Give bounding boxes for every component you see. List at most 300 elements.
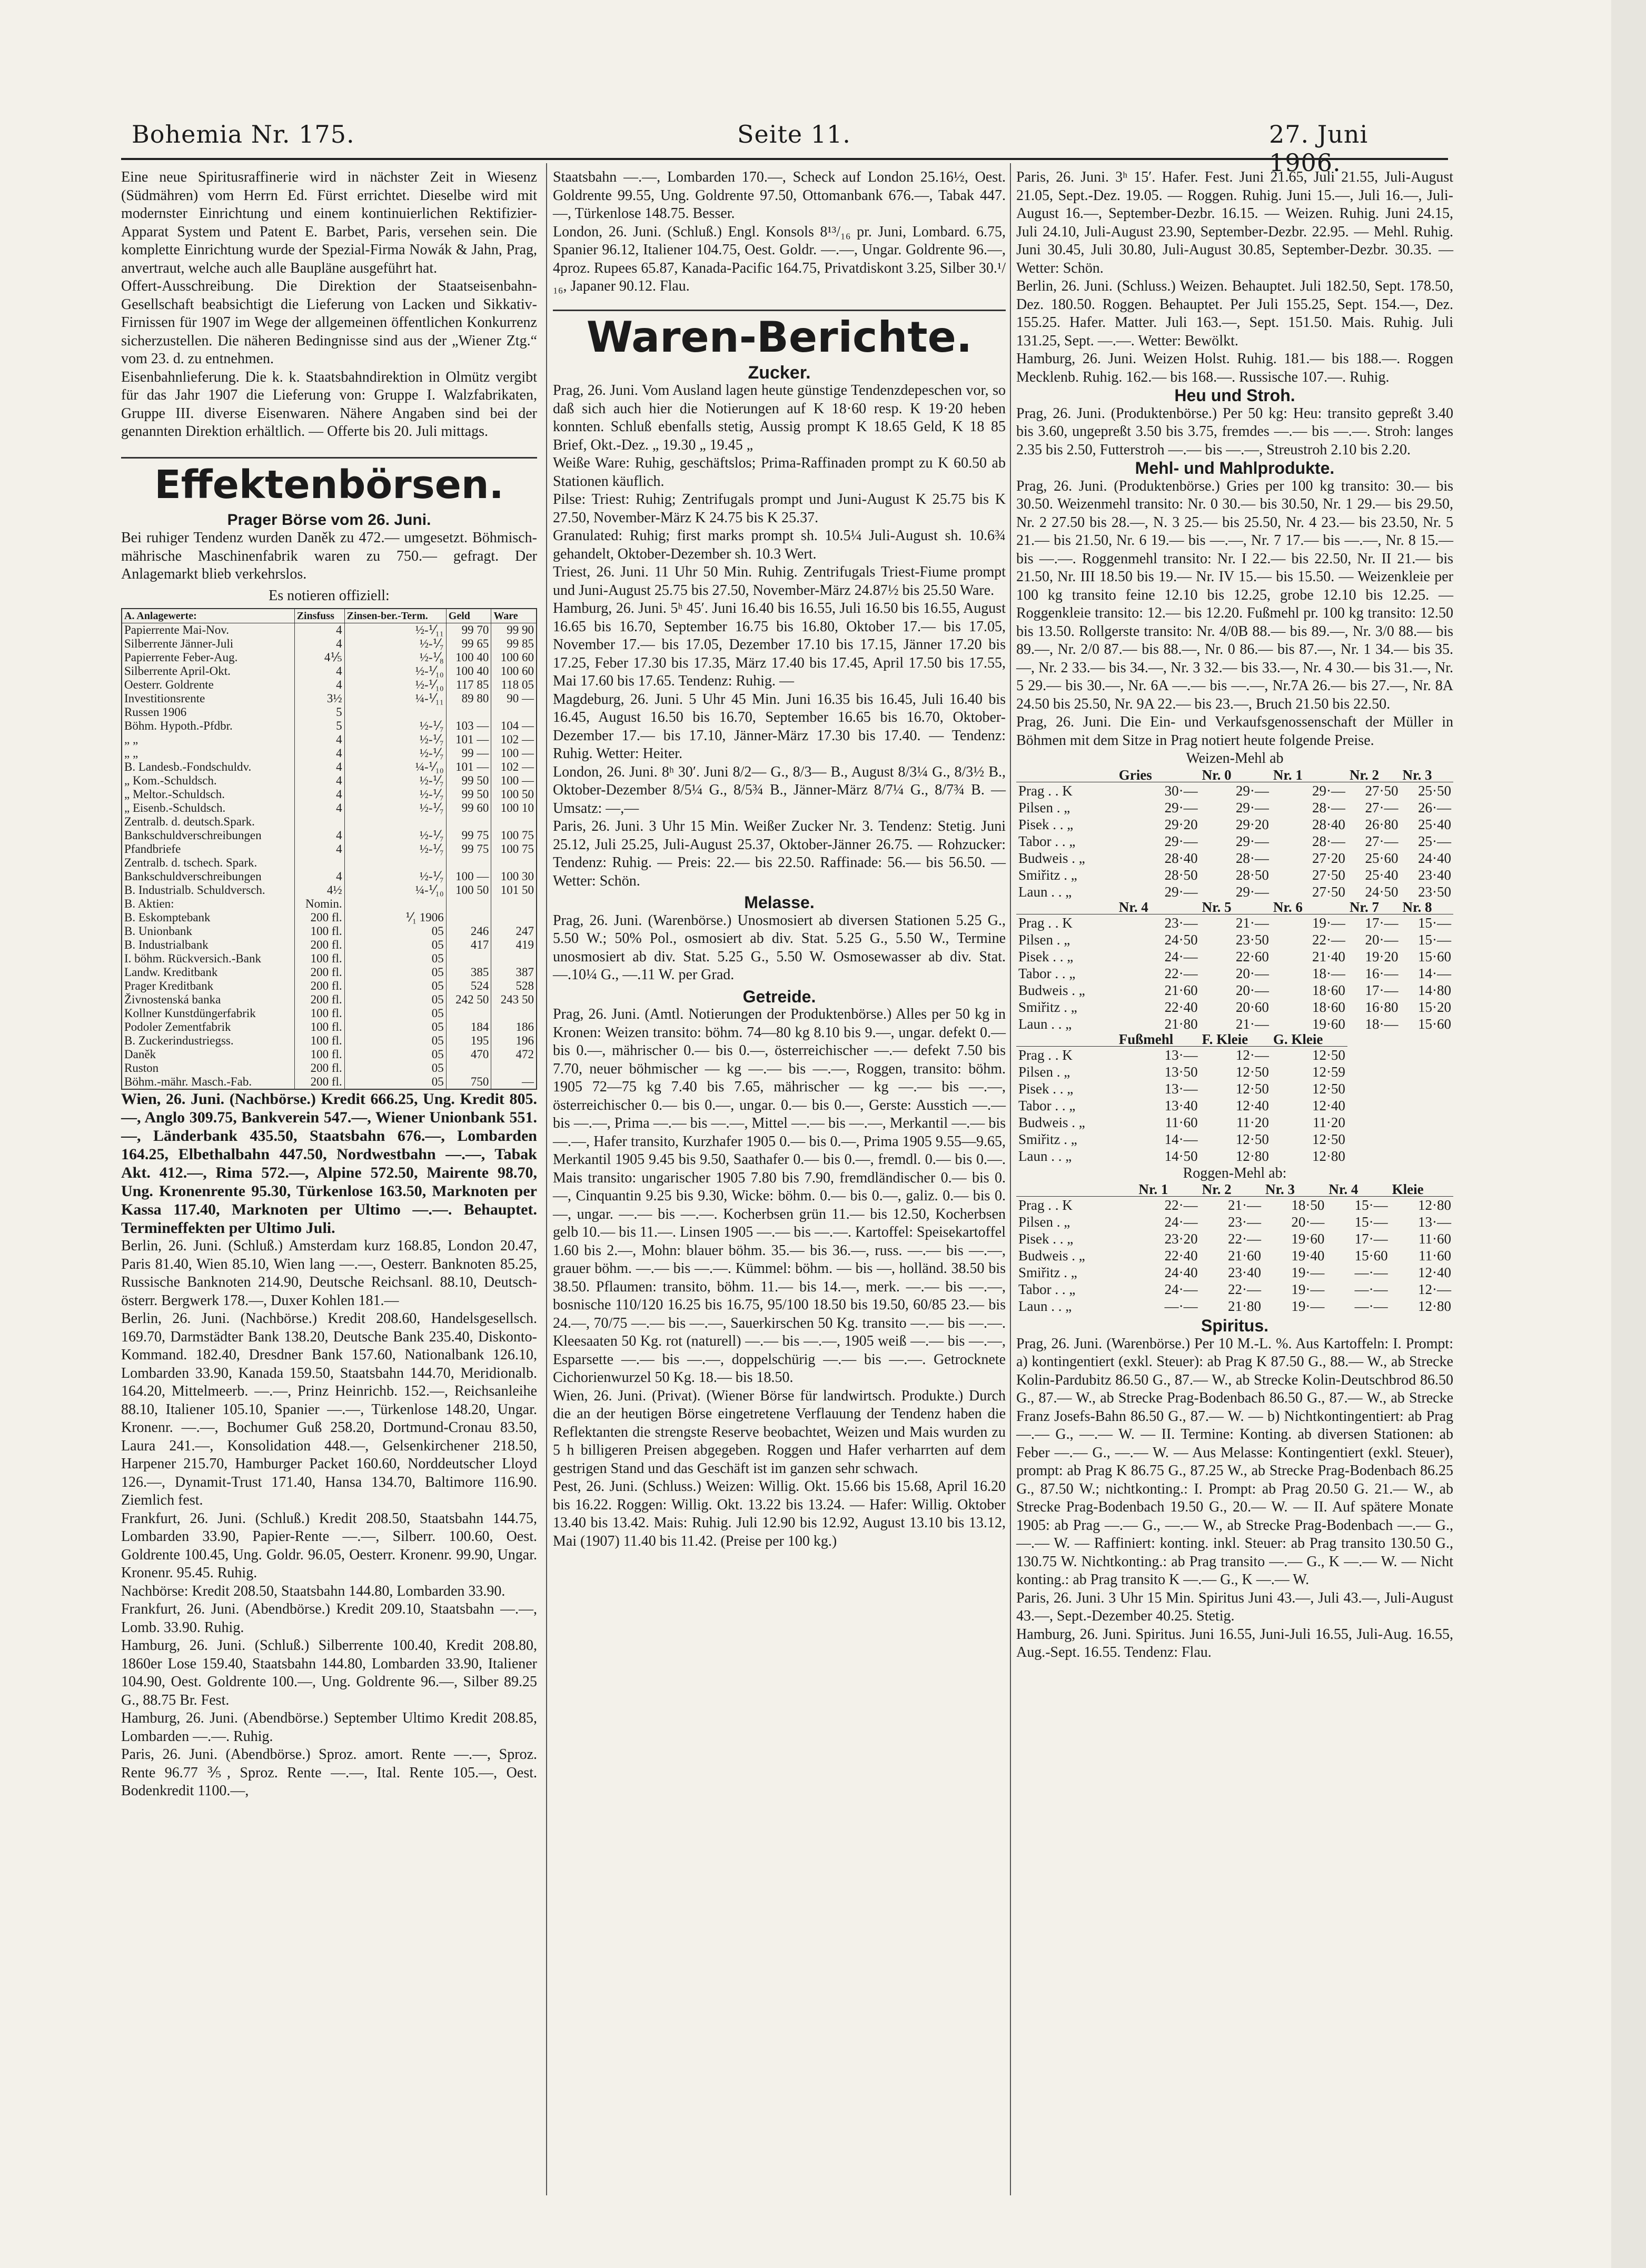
table-cell bbox=[446, 897, 491, 911]
table-cell: 100 50 bbox=[446, 883, 491, 897]
table-cell: B. Eskomptebank bbox=[124, 911, 211, 924]
table-cell: 28·40 bbox=[1164, 850, 1198, 866]
table-cell: 5 bbox=[294, 719, 344, 733]
table-cell bbox=[446, 1007, 491, 1020]
column-rule-2 bbox=[1010, 163, 1011, 2195]
table-cell bbox=[491, 815, 537, 829]
weizenmehl-row bbox=[1016, 982, 1453, 999]
table-cell: Pfandbriefe bbox=[124, 842, 181, 856]
table-cell: Pilsen . „ bbox=[1018, 1214, 1070, 1230]
table-cell bbox=[491, 856, 537, 870]
table-cell: 24·— bbox=[1164, 1214, 1198, 1230]
roggenmehl-row bbox=[1016, 1213, 1453, 1230]
spiritus-paris: Paris, 26. Juni. 3 Uhr 15 Min. Spiritus Juni 43.—, Juli 43.—, Juli-August 43.—, Sept.-Dezember 40.25. Stetig. bbox=[1016, 1589, 1453, 1624]
table-cell bbox=[491, 705, 537, 719]
table-cell: 12·80 bbox=[1418, 1298, 1451, 1314]
table-cell bbox=[446, 705, 491, 719]
zucker-triest: Triest, 26. Juni. 11 Uhr 50 Min. Ruhig. Zentrifugals Triest-Fiume prompt und Juni-August 25.75 bis 27.50, November-März 24.87½ bis 25.50 Ware. bbox=[553, 564, 1006, 599]
table-header-cell: F. Kleie bbox=[1200, 1032, 1271, 1047]
table-cell: 100 — bbox=[446, 870, 491, 883]
table-cell: 24·50 bbox=[1365, 883, 1399, 900]
anlagewerte-row bbox=[122, 760, 537, 774]
anlagewerte-row bbox=[122, 637, 537, 651]
table-cell: 21·60 bbox=[1228, 1248, 1261, 1264]
table-cell: 15·20 bbox=[1418, 999, 1451, 1015]
table-cell: 25·40 bbox=[1365, 867, 1399, 883]
table-cell bbox=[491, 952, 537, 966]
anlagewerte-row bbox=[122, 678, 537, 692]
table-cell: 29·— bbox=[1164, 883, 1198, 900]
table-cell: 19·— bbox=[1291, 1281, 1325, 1297]
fussmehl-row bbox=[1016, 1097, 1453, 1114]
table-header-cell bbox=[1016, 768, 1117, 782]
table-cell bbox=[344, 705, 446, 719]
table-cell: 22·— bbox=[1164, 1197, 1198, 1213]
anlagewerte-row bbox=[122, 952, 537, 966]
table-cell: 05 bbox=[344, 1034, 446, 1048]
table-cell: 18·60 bbox=[1312, 999, 1345, 1015]
weizenmehl-row bbox=[1016, 999, 1453, 1016]
fussmehl-row bbox=[1016, 1063, 1453, 1080]
table-cell: 23·40 bbox=[1228, 1265, 1261, 1280]
table-header-cell bbox=[1016, 1032, 1117, 1047]
table-header-cell: Nr. 4 bbox=[1326, 1182, 1390, 1197]
table-cell: 100 fl. bbox=[294, 1034, 344, 1048]
table-header-cell: Nr. 2 bbox=[1200, 1182, 1263, 1197]
getreide-heading: Getreide. bbox=[742, 987, 816, 1006]
heu-heading: Heu und Stroh. bbox=[1174, 386, 1295, 405]
table-cell: 24·40 bbox=[1418, 850, 1451, 866]
table-cell: 27·50 bbox=[1312, 883, 1345, 900]
table-cell: 17·— bbox=[1365, 982, 1399, 998]
table-cell: 29·— bbox=[1235, 782, 1269, 799]
table-cell: 13·40 bbox=[1164, 1097, 1198, 1113]
anlagewerte-row bbox=[122, 829, 537, 842]
table-cell: 419 bbox=[491, 938, 537, 952]
table-cell: Smiřitz . „ bbox=[1018, 867, 1077, 883]
table-cell: 4 bbox=[294, 801, 344, 815]
table-cell: „ Kom.-Schuldsch. bbox=[124, 774, 217, 787]
table-cell: 103 — bbox=[446, 719, 491, 733]
table-cell: B. Industrialbank bbox=[124, 938, 209, 951]
table-cell: 90 — bbox=[491, 692, 537, 705]
table-cell: ¼-⅟₁₁ bbox=[344, 692, 446, 705]
fussmehl-row bbox=[1016, 1080, 1453, 1097]
table-cell bbox=[491, 897, 537, 911]
weizenmehl-row bbox=[1016, 867, 1453, 883]
table-cell: Silberrente Jänner-Juli bbox=[124, 637, 234, 650]
table-cell: Pisek . . „ bbox=[1018, 1231, 1074, 1247]
table-cell: 196 bbox=[491, 1034, 537, 1048]
melasse-heading: Melasse. bbox=[744, 893, 815, 912]
table-cell: 11·20 bbox=[1312, 1114, 1345, 1130]
table-cell: 4 bbox=[294, 664, 344, 678]
table-cell: 12·50 bbox=[1235, 1080, 1269, 1097]
table-header-cell: Kleie bbox=[1390, 1182, 1453, 1197]
table-cell: ½-⅟₁₀ bbox=[344, 678, 446, 692]
table-cell: 25·40 bbox=[1418, 816, 1451, 832]
table-cell: ½-⅟₇ bbox=[344, 829, 446, 842]
table-cell: 19·20 bbox=[1365, 948, 1399, 964]
table-cell: 18·— bbox=[1365, 1016, 1399, 1032]
table-header-cell: Geld bbox=[446, 609, 491, 623]
table-cell: 102 — bbox=[491, 760, 537, 774]
table-cell: 195 bbox=[446, 1034, 491, 1048]
anlagewerte-row bbox=[122, 979, 537, 993]
header-left: Bohemia Nr. 175. bbox=[132, 120, 355, 148]
roggenmehl-table bbox=[1016, 1182, 1453, 1315]
table-cell: 12·80 bbox=[1418, 1197, 1451, 1213]
table-cell: 22·40 bbox=[1164, 1248, 1198, 1264]
table-cell: 15·60 bbox=[1418, 1016, 1451, 1032]
table-cell: 27·50 bbox=[1312, 867, 1345, 883]
table-cell: Bankschuldverschreibungen bbox=[124, 870, 262, 883]
table-header-cell: Nr. 4 bbox=[1117, 900, 1200, 914]
column-2 bbox=[553, 168, 1006, 1550]
table-cell: „ Meltor.-Schuldsch. bbox=[124, 788, 225, 801]
table-header-cell: Nr. 3 bbox=[1263, 1182, 1326, 1197]
scan-edge bbox=[1611, 0, 1646, 2268]
table-cell: Papierrente Mai-Nov. bbox=[124, 623, 230, 636]
table-cell: 99 85 bbox=[491, 637, 537, 651]
table-header-cell: G. Kleie bbox=[1271, 1032, 1347, 1047]
table-cell: ¼-⅟₁₀ bbox=[344, 760, 446, 774]
anlagewerte-row bbox=[122, 938, 537, 952]
london-schluss: London, 26. Juni. (Schluß.) Engl. Konsols 8¹³/₁₆ pr. Juni, Lombard. 6.75, Spanier 96.12, Italiener 104.75, Oest. Goldr. —.—, Ungar. Goldrente 96.—, 4proz. Rupees 65.87, Kanada-Pacific 164.75, Privatdiskont 3.25, Silber 30.¹/₁₆, Japaner 90.12. Flau. bbox=[553, 223, 1006, 294]
table-cell: B. Industrialb. Schuldversch. bbox=[124, 883, 265, 897]
table-cell: 524 bbox=[446, 979, 491, 993]
wien-nachboerse: Wien, 26. Juni. (Nachbörse.) Kredit 666.25, Ung. Kredit 805.—, Anglo 309.75, Bankverein 547.—, Wiener Unionbank 551.—, Länderbank 435.50, Staatsbahn 676.—, Lombarden 164.25, Elbethalbahn 447.50, Nordwestbahn —.—, Tabak Akt. 412.—, Rima 572.—, Alpine 572.50, Mairente 98.70, Ung. Kronenrente 95.30, Türkenlose 163.50, Marknoten per Kassa 117.40, Marknoten per Ultimo —.—. Behauptet. Termineffekten per Ultimo Juli. bbox=[121, 1090, 537, 1237]
weizenmehl-row bbox=[1016, 782, 1453, 799]
table-cell: 11·20 bbox=[1236, 1114, 1269, 1130]
weizenmehl-label: Weizen-Mehl ab bbox=[1186, 750, 1284, 767]
table-cell: 14·50 bbox=[1164, 1148, 1198, 1164]
table-cell: 100 40 bbox=[446, 664, 491, 678]
spiritus-prag: Prag, 26. Juni. (Warenbörse.) Per 10 M.-L. %. Aus Kartoffeln: I. Prompt: a) kontingentiert (exkl. Steuer): ab Prag K 87.50 G., 88.— W., ab Strecke Kolin-Pardubitz 86.50 G., 87.— W., ab Strecke Kolin-Deutschbrod 86.50 G., 87.— W., ab Strecke Prag-Bodenbach 86.50 G., 87.— W., ab Strecke Franz Josefs-Bahn 86.50 G., 87.— W. — b) Nichtkontingentiert: ab Prag —.— G., —.— W. — II. Termine: Konting. ab diversen Stationen: ab Feber —.— G., —.— W. — Aus Melasse: Kontingentiert (exkl. Steuer), prompt: ab Prag K 86.75 G., 87.25 W., ab Strecke Prag-Bodenbach 86.25 G., 87.50 W.; nichtkonting.: I. Prompt: ab Prag 20.50 G. 21.— W., ab Strecke Prag-Bodenbach 19.50 G., 20.— W. — II. Auf spätere Monate 1905: ab Prag —.— G., —.— W., ab Strecke Prag-Bodenbach —.— G., —.— W. — Raffiniert: konting. inkl. Steuer: ab Prag transito 130.50 G., 130.75 W. Nichtkonting.: ab Prag transito —.— G., K —.— W. — Nicht konting.: ab Prag transito K —.— G., K —.— W. bbox=[1016, 1335, 1453, 1588]
anlagewerte-row bbox=[122, 911, 537, 924]
table-cell: Ruston bbox=[124, 1061, 159, 1075]
table-cell bbox=[446, 952, 491, 966]
table-header-cell: Ware bbox=[491, 609, 537, 623]
table-header-cell: Fußmehl bbox=[1117, 1032, 1200, 1047]
table-cell: ½-⅟₇ bbox=[344, 747, 446, 760]
table-cell: 15·— bbox=[1418, 931, 1451, 948]
table-cell: 13·— bbox=[1164, 1047, 1198, 1063]
anlagewerte-row bbox=[122, 719, 537, 733]
table-cell: 15·60 bbox=[1418, 948, 1451, 964]
table-cell: 750 bbox=[446, 1075, 491, 1089]
anlagewerte-row bbox=[122, 664, 537, 678]
table-cell: 200 fl. bbox=[294, 1075, 344, 1089]
table-cell: Tabor . . „ bbox=[1018, 833, 1076, 849]
anlagewerte-row bbox=[122, 815, 537, 829]
table-cell: Pisek . . „ bbox=[1018, 816, 1074, 832]
table-cell: ½-⅟₁₁ bbox=[344, 623, 446, 638]
anlagewerte-row bbox=[122, 623, 537, 638]
table-cell: 15·60 bbox=[1354, 1248, 1388, 1264]
table-cell: 100 fl. bbox=[294, 924, 344, 938]
table-cell: 14·— bbox=[1418, 965, 1451, 981]
table-cell: 17·— bbox=[1354, 1231, 1388, 1247]
table-header-cell: Zinsfuss bbox=[294, 609, 344, 623]
prager-boerse-text: Bei ruhiger Tendenz wurden Daněk zu 472.— umgesetzt. Böhmisch-mährische Maschinenfabrik waren zu 750.— gefragt. Der Anlagemarkt blieb verkehrslos. bbox=[121, 530, 537, 582]
table-cell: Laun . . „ bbox=[1018, 1016, 1072, 1032]
table-cell: Prag . . K bbox=[1018, 782, 1073, 799]
muehler-genossenschaft: Prag, 26. Juni. Die Ein- und Verkaufsgenossenschaft der Müller in Böhmen mit dem Sitze in Prag notiert heute folgende Preise. bbox=[1016, 714, 1453, 749]
table-cell: 4⅕ bbox=[294, 651, 344, 664]
table-cell: 243 50 bbox=[491, 993, 537, 1007]
table-cell: Prag . . K bbox=[1018, 1047, 1073, 1063]
table-cell: 16·80 bbox=[1365, 999, 1399, 1015]
table-cell: 118 05 bbox=[491, 678, 537, 692]
roggenmehl-row bbox=[1016, 1247, 1453, 1264]
table-cell bbox=[344, 856, 446, 870]
roggenmehl-label: Roggen-Mehl ab: bbox=[1183, 1165, 1287, 1181]
table-cell: 385 bbox=[446, 966, 491, 979]
table-cell: 4 bbox=[294, 829, 344, 842]
table-cell: 100 fl. bbox=[294, 1007, 344, 1020]
table-cell: 29·— bbox=[1164, 799, 1198, 815]
weizenmehl-row bbox=[1016, 883, 1453, 900]
table-cell: 24·50 bbox=[1164, 931, 1198, 948]
table-cell: 3½ bbox=[294, 692, 344, 705]
paris-abendboerse: Paris, 26. Juni. (Abendbörse.) Sproz. amort. Rente —.—, Sproz. Rente 96.77 ⅗, Sproz. Rente —.—, Ital. Rente 105.—, Oest. Bodenkredit 1100.—, bbox=[121, 1746, 537, 1799]
table-cell: — bbox=[491, 1075, 537, 1089]
table-cell: 15·— bbox=[1418, 914, 1451, 931]
table-cell: 4 bbox=[294, 760, 344, 774]
table-cell: 99 50 bbox=[446, 788, 491, 801]
table-cell: 99 — bbox=[446, 747, 491, 760]
table-cell: Pilsen . „ bbox=[1018, 931, 1070, 948]
table-cell: „ „ bbox=[124, 733, 138, 746]
table-cell: 4 bbox=[294, 842, 344, 856]
zucker-weisse-ware: Weiße Ware: Ruhig, geschäftslos; Prima-Raffinaden prompt zu K 60.50 ab Stationen käuflich. bbox=[553, 455, 1006, 490]
table-cell: Daněk bbox=[124, 1048, 156, 1061]
table-cell: 100 fl. bbox=[294, 1048, 344, 1061]
table-header-cell: Nr. 1 bbox=[1271, 768, 1347, 782]
table-cell: 23·50 bbox=[1418, 883, 1451, 900]
notieren-label: Es notieren offiziell: bbox=[269, 587, 390, 604]
table-cell: 26·— bbox=[1418, 799, 1451, 815]
table-cell: 99 50 bbox=[446, 774, 491, 788]
table-cell: Smiřitz . „ bbox=[1018, 1131, 1077, 1147]
table-cell: Zentralb. d. deutsch.Spark. bbox=[124, 815, 255, 828]
table-cell: 27·20 bbox=[1312, 850, 1345, 866]
table-header-cell: Zinsen-ber.-Term. bbox=[344, 609, 446, 623]
article-eisenbahnlieferung: Eisenbahnlieferung. Die k. k. Staatsbahndirektion in Olmütz vergibt für das Jahr 1907 die Lieferung von: Gruppe I. Walzfabrikaten, Gruppe III. diverse Eisenwaren. Nähere Angaben sind bei der genannten Direktion erhältlich. — Offerte bis 20. Juli mittags. bbox=[121, 369, 537, 440]
table-cell: Pilsen . „ bbox=[1018, 799, 1070, 815]
weizenmehl-row bbox=[1016, 833, 1453, 850]
anlagewerte-row bbox=[122, 856, 537, 870]
table-cell: 16·— bbox=[1365, 965, 1399, 981]
table-cell bbox=[294, 856, 344, 870]
table-cell: 13·50 bbox=[1164, 1063, 1198, 1080]
anlagewerte-row bbox=[122, 651, 537, 664]
table-cell: ¼-⅟₁₀ bbox=[344, 883, 446, 897]
anlagewerte-row bbox=[122, 692, 537, 705]
anlagewerte-row bbox=[122, 705, 537, 719]
table-cell bbox=[491, 1007, 537, 1020]
table-cell: 22·40 bbox=[1164, 999, 1198, 1015]
table-cell: 22·60 bbox=[1235, 948, 1269, 964]
table-cell: Laun . . „ bbox=[1018, 1148, 1072, 1164]
weizenmehl-row bbox=[1016, 914, 1453, 931]
table-cell: 29·— bbox=[1235, 799, 1269, 815]
table-cell: 20·— bbox=[1291, 1214, 1325, 1230]
roggenmehl-row bbox=[1016, 1197, 1453, 1214]
table-cell: 20·60 bbox=[1235, 999, 1269, 1015]
table-cell: Investitionsrente bbox=[124, 692, 205, 705]
table-cell: 100 — bbox=[491, 747, 537, 760]
berlin-nachboerse: Berlin, 26. Juni. (Nachbörse.) Kredit 208.60, Handelsgesellsch. 169.70, Darmstädter Bank 138.20, Deutsche Bank 235.40, Diskonto-Kommand. 182.40, Dresdner Bank 157.60, Nationalbank 126.10, Lombarden 33.90, Kanada 159.50, Staatsbahn 144.70, Meridionalb. 164.20, Mittelmeerb. —.—, Prinz Heinrichb. 152.—, Reichsanleihe 88.10, Italiener 105.10, Spanier —.—, Türkenlose 148.20, Ungar. Kronenr. —.—, Bochumer Guß 258.20, Dortmund-Cronau 83.50, Laura 241.—, Konsolidation 448.—, Gelsenkirchener 218.50, Harpener 215.70, Hamburger Packet 160.60, Norddeutscher Lloyd 126.—, Dynamit-Trust 171.40, Hansa 134.70, Baltimore 116.90. Ziemlich fest. bbox=[121, 1310, 537, 1508]
frankfurt-nachboerse: Nachbörse: Kredit 208.50, Staatsbahn 144.80, Lombarden 33.90. bbox=[121, 1583, 505, 1599]
table-cell: 100 30 bbox=[491, 870, 537, 883]
anlagewerte-table bbox=[121, 608, 537, 1090]
frankfurt-schluss: Frankfurt, 26. Juni. (Schluß.) Kredit 208.50, Staatsbahn 144.75, Lombarden 33.90, Papier-Rente —.—, Silberr. 100.60, Oest. Goldrente 100.45, Ung. Goldr. 96.05, Oesterr. Kronenr. 99.90, Ungar. Kronenr. 95.45. Ruhig. bbox=[121, 1510, 537, 1581]
table-cell: 15·— bbox=[1354, 1197, 1388, 1213]
table-cell: 472 bbox=[491, 1048, 537, 1061]
table-cell: 27·— bbox=[1365, 799, 1399, 815]
table-cell: 05 bbox=[344, 1048, 446, 1061]
getreide-wien: Wien, 26. Juni. (Privat). (Wiener Börse für landwirtsch. Produkte.) Durch die an der heutigen Börse eingetretene Verflauung der Tendenz haben die Reflektanten die strengste Reserve beobachtet, Weizen und Mais wurden zu 5 h billigeren Preisen abgegeben. Roggen und Hafer verharrten auf dem gestrigen Stand und das Geschäft ist im ganzen sehr schwach. bbox=[553, 1387, 1006, 1477]
table-cell: 4 bbox=[294, 870, 344, 883]
zucker-magdeburg: Magdeburg, 26. Juni. 5 Uhr 45 Min. Juni 16.35 bis 16.45, Juli 16.40 bis 16.45, August 16.50 bis 16.70, September 16.65 bis 16.70, Oktober-Dezember 17.— bis 17.10, Jänner-März 17.30 bis 17.40. — Tendenz: Ruhig. Wetter: Heiter. bbox=[553, 691, 1006, 762]
table-cell: 100 60 bbox=[491, 651, 537, 664]
table-cell: 100 40 bbox=[446, 651, 491, 664]
prager-boerse-heading: Prager Börse vom 26. Juni. bbox=[227, 511, 431, 529]
anlagewerte-row bbox=[122, 1007, 537, 1020]
table-cell: 21·— bbox=[1228, 1197, 1261, 1213]
table-cell: 200 fl. bbox=[294, 979, 344, 993]
table-cell: 246 bbox=[446, 924, 491, 938]
fussmehl-row bbox=[1016, 1131, 1453, 1148]
table-cell: 29·20 bbox=[1164, 816, 1198, 832]
table-cell bbox=[446, 911, 491, 924]
table-cell: 28·40 bbox=[1312, 816, 1345, 832]
table-header-cell: Nr. 5 bbox=[1200, 900, 1271, 914]
table-cell: Laun . . „ bbox=[1018, 1298, 1072, 1314]
table-cell: 100 fl. bbox=[294, 952, 344, 966]
table-cell: 99 65 bbox=[446, 637, 491, 651]
table-cell: 23·— bbox=[1228, 1214, 1261, 1230]
table-cell: 12·50 bbox=[1235, 1131, 1269, 1147]
table-header-cell: Gries bbox=[1117, 768, 1200, 782]
table-cell: 21·60 bbox=[1164, 982, 1198, 998]
table-cell: B. Landesb.-Fondschuldv. bbox=[124, 760, 252, 773]
anlagewerte-row bbox=[122, 924, 537, 938]
table-cell: Oesterr. Goldrente bbox=[124, 678, 214, 691]
table-cell: 20·— bbox=[1365, 931, 1399, 948]
table-cell: 4 bbox=[294, 678, 344, 692]
table-header-cell: Nr. 6 bbox=[1271, 900, 1347, 914]
table-cell: B. Unionbank bbox=[124, 924, 193, 938]
table-cell: —·— bbox=[1354, 1298, 1388, 1314]
berlin-schluss: Berlin, 26. Juni. (Schluß.) Amsterdam kurz 168.85, London 20.47, Paris 81.40, Wien 85.10, Wien lang —.—, Oesterr. Banknoten 85.25, Russische Banknoten 214.90, Deutsche Reichsanl. 88.10, Deutsch-österr. Bergwerk 178.—, Duxer Kohlen 181.— bbox=[121, 1238, 537, 1309]
table-cell: 19·— bbox=[1291, 1298, 1325, 1314]
table-cell: ½-⅟₇ bbox=[344, 842, 446, 856]
table-cell: 12·50 bbox=[1312, 1047, 1345, 1063]
table-cell: 104 — bbox=[491, 719, 537, 733]
spiritus-heading: Spiritus. bbox=[1201, 1316, 1268, 1335]
paris-continued: Staatsbahn —.—, Lombarden 170.—, Scheck auf London 25.16½, Oest. Goldrente 99.55, Ung. Goldrente 97.50, Ottomanbank 676.—, Tabak 447.—, Türkenlose 148.75. Besser. bbox=[553, 169, 1006, 222]
table-cell: Budweis . „ bbox=[1018, 850, 1085, 866]
table-cell bbox=[446, 1061, 491, 1075]
table-cell: 12·50 bbox=[1312, 1131, 1345, 1147]
fussmehl-row bbox=[1016, 1046, 1453, 1063]
table-cell: Smiřitz . „ bbox=[1018, 999, 1077, 1015]
table-cell: 29·— bbox=[1235, 883, 1269, 900]
table-cell: 99 60 bbox=[446, 801, 491, 815]
table-cell: 19·60 bbox=[1291, 1231, 1325, 1247]
table-cell: Pisek . . „ bbox=[1018, 1080, 1074, 1097]
table-cell: 186 bbox=[491, 1020, 537, 1034]
article-offert: Offert-Ausschreibung. Die Direktion der Staatseisenbahn-Gesellschaft beabsichtigt die Lieferung von Lacken und Sikkativ-Firnissen für 1907 im Wege der allgemeinen öffentlichen Konkurrenz sicherzustellen. Die näheren Bedingnisse sind aus der „Wiener Ztg.“ vom 23. d. zu entnehmen. bbox=[121, 278, 537, 367]
table-cell: Tabor . . „ bbox=[1018, 965, 1076, 981]
table-cell: 21·80 bbox=[1164, 1016, 1198, 1032]
anlagewerte-row bbox=[122, 774, 537, 788]
roggenmehl-row bbox=[1016, 1298, 1453, 1315]
table-cell: ½-⅟₇ bbox=[344, 719, 446, 733]
table-cell: 11·60 bbox=[1419, 1231, 1451, 1247]
table-cell: „ „ bbox=[124, 747, 138, 760]
table-cell bbox=[294, 815, 344, 829]
table-cell: 25·— bbox=[1418, 833, 1451, 849]
table-header-cell: Nr. 8 bbox=[1400, 900, 1453, 914]
table-cell: —·— bbox=[1354, 1265, 1388, 1280]
table-cell: 18·— bbox=[1312, 965, 1345, 981]
weizenmehl-row bbox=[1016, 816, 1453, 833]
table-cell: ⅟₁ 1906 bbox=[344, 911, 446, 924]
roggenmehl-row bbox=[1016, 1230, 1453, 1247]
section-title-warenberichte: Waren-Berichte. bbox=[553, 310, 1006, 364]
table-cell: Pilsen . „ bbox=[1018, 1063, 1070, 1080]
fussmehl-row bbox=[1016, 1114, 1453, 1131]
zucker-hamburg: Hamburg, 26. Juni. 5ʰ 45′. Juni 16.40 bis 16.55, Juli 16.50 bis 16.55, August 16.65 bis 16.70, September 16.75 bis 16.80, Oktober 17.— bis 17.05, November 17.— bis 17.05, Dezember 17.10 bis 17.15, Jänner 17.20 bis 17.25, Feber 17.30 bis 17.35, März 17.40 bis 17.45, April 17.50 bis 17.55, Mai 17.60 bis 17.65. Tendenz: Ruhig. — bbox=[553, 600, 1006, 689]
table-cell: 27·— bbox=[1365, 833, 1399, 849]
table-cell: 21·40 bbox=[1312, 948, 1345, 964]
table-cell: 470 bbox=[446, 1048, 491, 1061]
table-cell: —·— bbox=[1354, 1281, 1388, 1297]
table-cell: 417 bbox=[446, 938, 491, 952]
table-cell: 99 70 bbox=[446, 623, 491, 638]
table-cell: Prag . . K bbox=[1018, 1197, 1073, 1213]
table-cell: 05 bbox=[344, 1061, 446, 1075]
table-cell: 29·20 bbox=[1235, 816, 1269, 832]
table-cell: 12·80 bbox=[1235, 1148, 1269, 1164]
anlagewerte-row bbox=[122, 1061, 537, 1075]
spiritus-hamburg: Hamburg, 26. Juni. Spiritus. Juni 16.55, Juni-Juli 16.55, Juli-Aug. 16.55, Aug.-Sept. 16.55. Tendenz: Flau. bbox=[1016, 1626, 1453, 1660]
table-cell: 28·— bbox=[1312, 833, 1345, 849]
table-cell: 4 bbox=[294, 747, 344, 760]
table-cell: 19·60 bbox=[1312, 1016, 1345, 1032]
table-cell: 4 bbox=[294, 788, 344, 801]
table-cell: 184 bbox=[446, 1020, 491, 1034]
table-cell: Smiřitz . „ bbox=[1018, 1265, 1077, 1280]
table-cell: 12·80 bbox=[1312, 1148, 1345, 1164]
table-cell: —·— bbox=[1164, 1298, 1198, 1314]
table-cell: 528 bbox=[491, 979, 537, 993]
table-cell: 29·— bbox=[1235, 833, 1269, 849]
table-cell: 101 — bbox=[446, 733, 491, 747]
header-rule bbox=[121, 158, 1448, 160]
table-cell: 21·80 bbox=[1228, 1298, 1261, 1314]
table-cell: 28·50 bbox=[1164, 867, 1198, 883]
table-cell: Papierrente Feber-Aug. bbox=[124, 651, 238, 664]
table-cell: Silberrente April-Okt. bbox=[124, 664, 231, 678]
table-cell: 13·— bbox=[1418, 1214, 1451, 1230]
table-cell: Nomin. bbox=[294, 897, 344, 911]
heu-prag: Prag, 26. Juni. (Produktenbörse.) Per 50 kg: Heu: transito gepreßt 3.40 bis 3.60, ungepreßt 3.50 bis 3.75, fremdes —.— bis —.—. Stroh: langes 2.35 bis 2.50, Futterstroh —.— bis —.—, Streustroh 2.10 bis 2.20. bbox=[1016, 405, 1453, 458]
